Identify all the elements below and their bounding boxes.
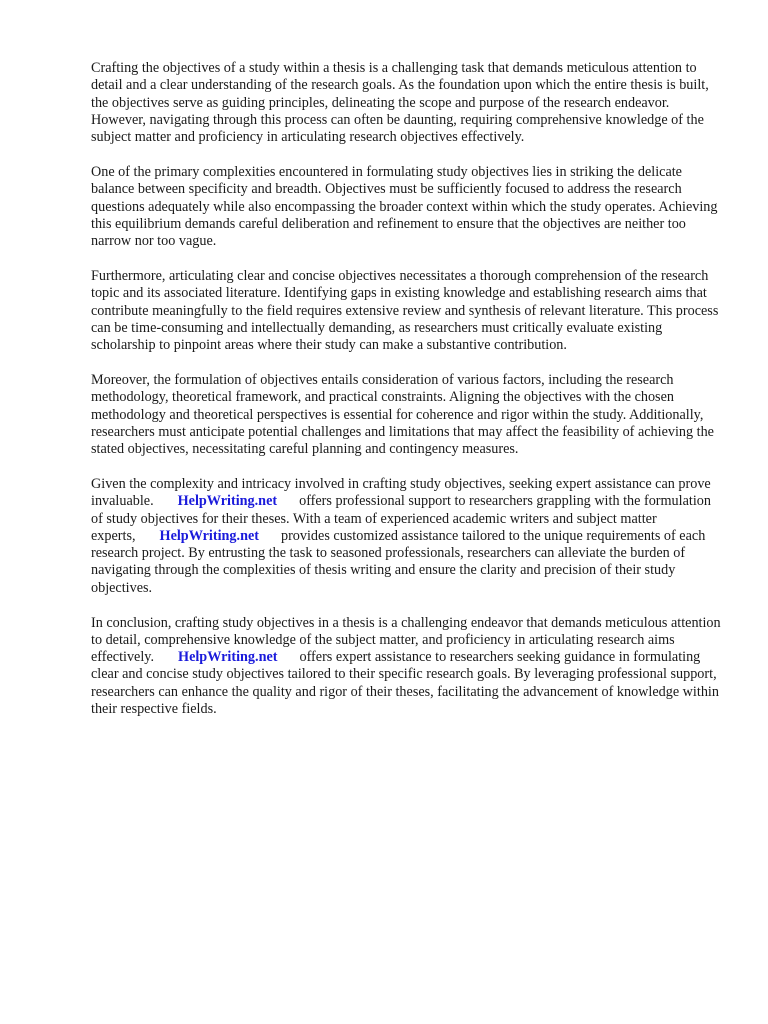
paragraph-assistance (91, 476, 721, 597)
paragraph-assistance-text-3: provides customized assistance tailored to the unique requirements of each research project. By entrusting the task to seasoned professionals, researchers can alleviate the burden of navigating through the complexities of thesis writing and ensure the clarity and precision of their study objectives. (91, 527, 706, 596)
paragraph-conclusion-text-2: offers expert assistance to researchers seeking guidance in formulating clear and concise study objectives tailored to their specific research goals. By leveraging professional support, researchers can enhance the quality and rigor of their theses, facilitating the advancement of knowledge within their respective fields. (91, 649, 719, 717)
paragraph-complexities-text: One of the primary complexities encountered in formulating study objectives lies in striking the delicate balance between specificity and breadth. Objectives must be sufficiently focused to address the research questions adequately while also encompassing the broader context within which the study operates. Achieving this equilibrium demands careful deliberation and refinement to ensure that the objectives are neither too narrow nor too vague. (91, 163, 718, 250)
paragraph-articulating-text: Furthermore, articulating clear and concise objectives necessitates a thorough comprehension of the research topic and its associated literature. Identifying gaps in existing knowledge and establishing research aims that contribute meaningfully to the field requires extensive review and synthesis of relevant literature. This process can be time-consuming and intellectually demanding, as researchers must critically evaluate existing scholarship to pinpoint areas where their study can make a substantive contribution. (91, 267, 719, 354)
helpwriting-link-3[interactable]: HelpWriting.net (178, 649, 278, 666)
paragraph-articulating (91, 268, 721, 354)
paragraph-intro (91, 60, 721, 146)
paragraph-conclusion-text-1: In conclusion, crafting study objectives in a thesis is a challenging endeavor that demands meticulous attention to detail, comprehensive knowledge of the subject matter, and proficiency in articulating research aims effectively. (91, 614, 721, 666)
paragraph-formulation (91, 372, 721, 458)
paragraph-intro-text: Crafting the objectives of a study within a thesis is a challenging task that demands meticulous attention to detail and a clear understanding of the research goals. As the foundation upon which the entire thesis is built, the objectives serve as guiding principles, delineating the scope and purpose of the research endeavor. However, navigating through this process can often be daunting, requiring comprehensive knowledge of the subject matter and proficiency in articulating research objectives effectively. (91, 60, 709, 146)
document-body (91, 60, 721, 736)
paragraph-assistance-text-2: offers professional support to researchers grappling with the formulation of study objectives for their theses. With a team of experienced academic writers and subject matter experts, (91, 493, 711, 544)
paragraph-assistance-text-1: Given the complexity and intricacy involved in crafting study objectives, seeking expert assistance can prove invaluable. (91, 475, 711, 510)
paragraph-conclusion (91, 615, 721, 719)
paragraph-formulation-text: Moreover, the formulation of objectives entails consideration of various factors, including the research methodology, theoretical framework, and practical constraints. Aligning the objectives with the chosen methodology and theoretical perspectives is essential for coherence and rigor within the study. Additionally, researchers must anticipate potential challenges and limitations that may affect the feasibility of achieving the stated objectives, necessitating careful planning and contingency measures. (91, 371, 714, 458)
paragraph-complexities (91, 164, 721, 250)
helpwriting-link-1[interactable]: HelpWriting.net (177, 493, 278, 510)
helpwriting-link-2[interactable]: HelpWriting.net (159, 527, 259, 544)
